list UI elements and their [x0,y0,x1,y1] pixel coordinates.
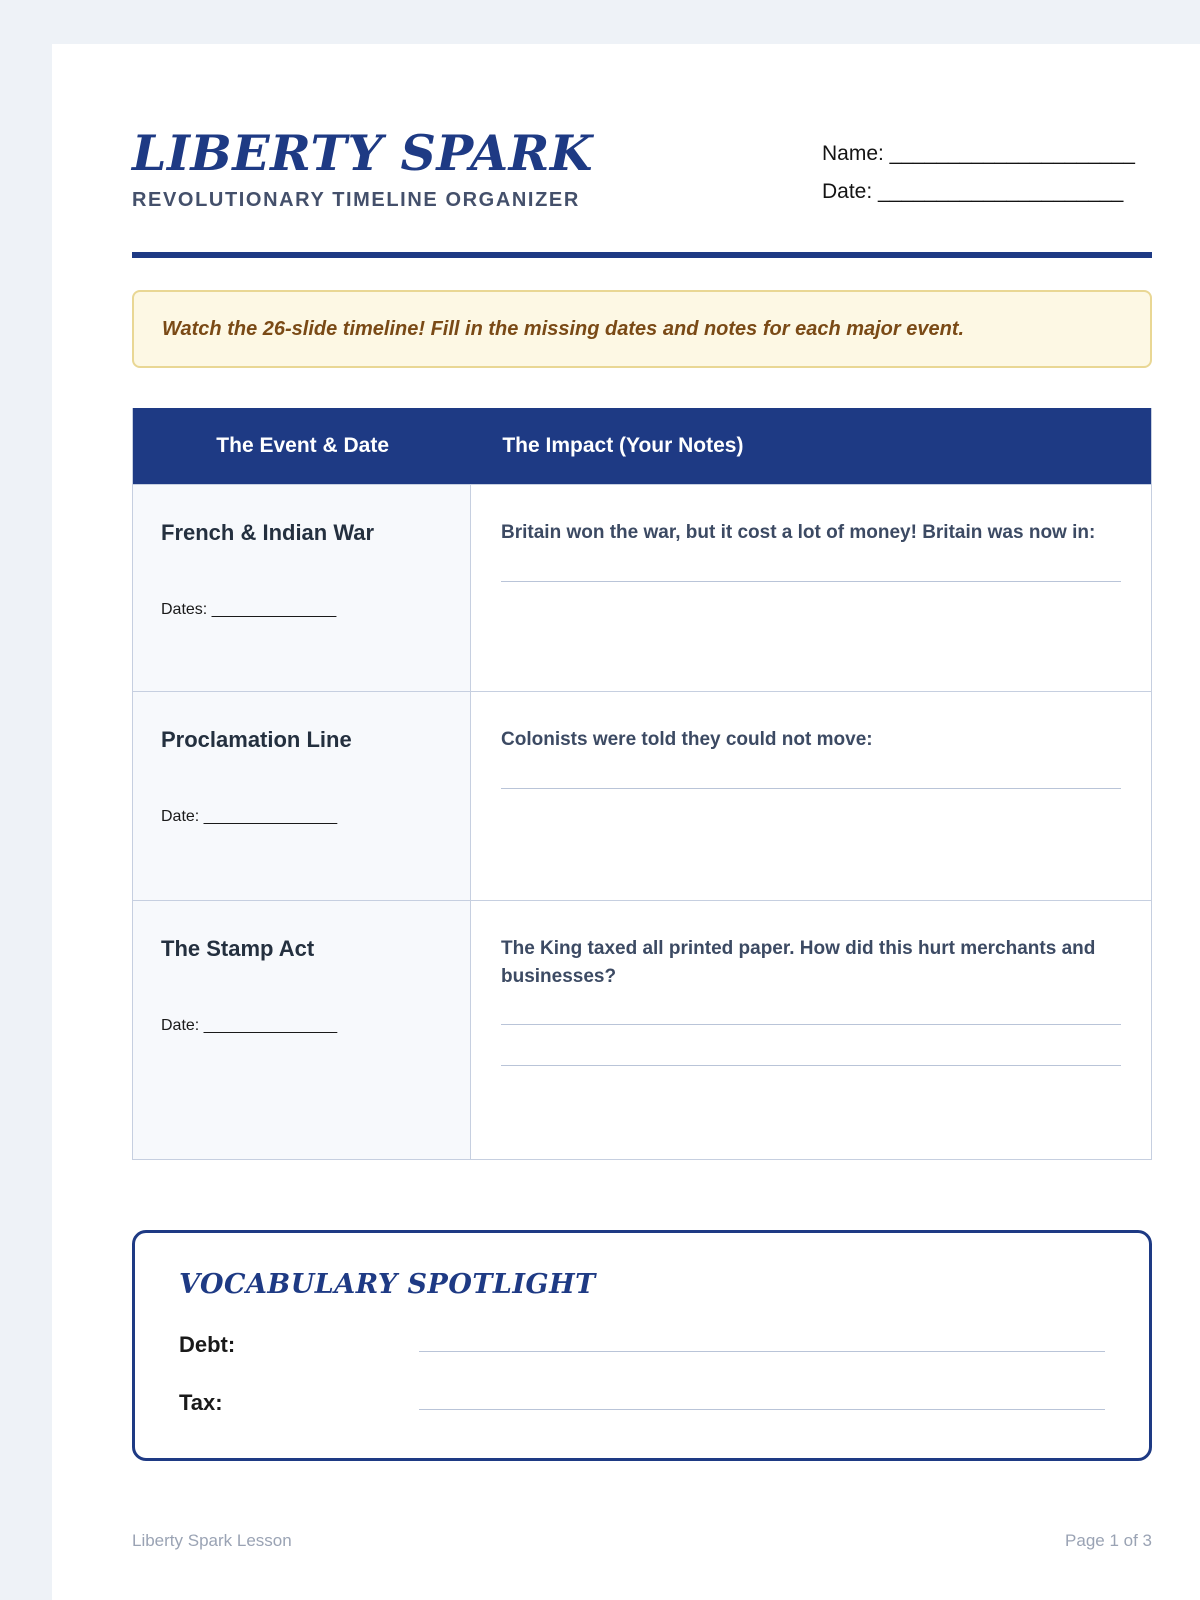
brand-block [132,124,593,212]
vocabulary-answer-line[interactable] [419,1351,1105,1352]
table-row [133,484,1151,691]
event-cell [133,692,471,900]
note-prompt: Colonists were told they could not move: [501,729,873,750]
table-row [133,900,1151,1159]
vocabulary-title: VOCABULARY SPOTLIGHT [179,1269,596,1300]
name-field[interactable]: Name: _____________________ [822,142,1135,165]
event-date-blank[interactable]: Date: _______________ [161,807,338,825]
answer-line[interactable] [501,1065,1121,1066]
footer-left: Liberty Spark Lesson [132,1531,292,1550]
column-header-event: The Event & Date [216,434,390,457]
note-prompt: Britain won the war, but it cost a lot of money! Britain was now in: [501,522,1096,543]
vocabulary-item [179,1332,1105,1358]
event-cell [133,485,471,691]
paper-sheet [52,44,1200,1600]
vocabulary-answer-line[interactable] [419,1409,1105,1410]
timeline-table [132,408,1152,1160]
event-name: French & Indian War [161,520,375,545]
note-prompt: The King taxed all printed paper. How did this hurt merchants and businesses? [501,938,1096,987]
event-date-blank[interactable]: Dates: ______________ [161,600,337,618]
event-name: The Stamp Act [161,936,315,961]
table-row [133,691,1151,900]
date-field[interactable]: Date: _____________________ [822,180,1124,203]
notes-cell [471,901,1151,1159]
sheet-content [132,124,1152,1551]
answer-line[interactable] [501,1024,1121,1025]
notes-cell [471,692,1151,900]
vocabulary-box [132,1230,1152,1461]
page-title: LIBERTY SPARK [132,124,593,182]
header-divider [132,252,1152,258]
event-name: Proclamation Line [161,727,352,752]
page-footer [132,1531,1152,1551]
instruction-callout [132,290,1152,368]
table-header-row [133,408,1151,484]
event-cell [133,901,471,1159]
worksheet-header [132,124,1152,218]
vocabulary-term: Debt: [179,1332,236,1357]
footer-right: Page 1 of 3 [1065,1531,1152,1550]
answer-line[interactable] [501,788,1121,789]
vocabulary-term: Tax: [179,1390,223,1415]
event-date-blank[interactable]: Date: _______________ [161,1016,338,1034]
vocabulary-item [179,1390,1105,1416]
notes-cell [471,485,1151,691]
answer-line[interactable] [501,581,1121,582]
column-header-impact: The Impact (Your Notes) [502,434,744,457]
student-info-fields [822,128,1152,218]
page-subtitle: REVOLUTIONARY TIMELINE ORGANIZER [132,189,580,212]
instruction-text: Watch the 26-slide timeline! Fill in the missing dates and notes for each major event. [162,318,965,340]
